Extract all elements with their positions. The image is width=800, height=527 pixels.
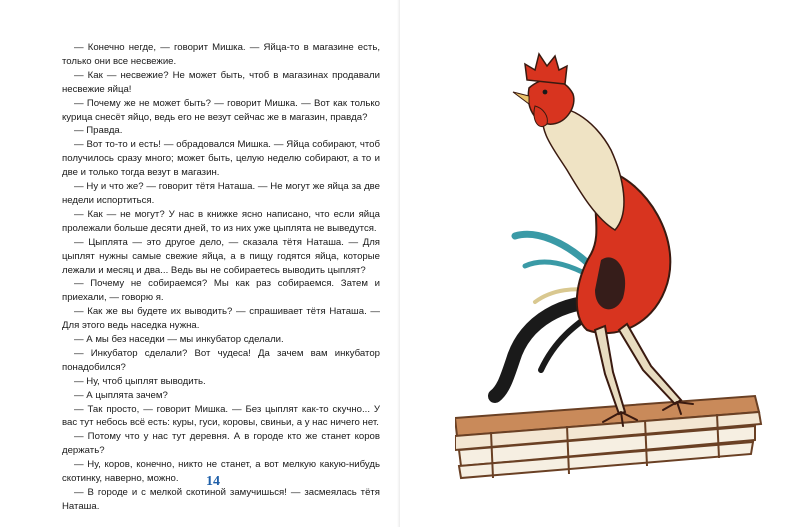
paragraph: — А мы без наседки — мы инкубатор сделали. xyxy=(74,334,284,346)
page-number: 14 xyxy=(206,474,220,489)
paragraph: — Ну, чтоб цыплят выводить. xyxy=(74,375,206,387)
paragraph: — В городе и с мелкой скотиной замучишься! — засмеялась тётя Наташа. xyxy=(62,487,380,512)
rooster-legs xyxy=(595,324,681,414)
paragraph: — Так просто, — говорит Мишка. — Без цыплят как-то скучно... У вас тут небось всё есть: куры, гуси, коровы, свиньи, а у нас ничего нет. xyxy=(62,403,380,429)
paragraph: — Цыплята — это другое дело, — сказала тётя Наташа. — Для цыплят нужны самые свежие яйца, а в пищу годятся яйца, которые лежали и месяц и два... Ведь вы не собираетесь выводить цыплят? xyxy=(62,236,380,276)
rooster-neck xyxy=(542,107,624,230)
paragraph: — Потому что у нас тут деревня. А в городе кто же станет коров держать? xyxy=(62,431,380,457)
paragraph: — Правда. xyxy=(74,125,123,137)
paragraph: — А цыплята зачем? xyxy=(74,389,168,401)
paragraph: — Ну, коров, конечно, никто не станет, а вот мелкую какую-нибудь скотинку, наверно, можно. xyxy=(62,459,380,485)
fence xyxy=(455,396,761,478)
paragraph: — Ну и что же? — говорит тётя Наташа. — Не могут же яйца за две недели испортиться. xyxy=(62,181,380,206)
paragraph: — Как — несвежие? Не может быть, чтоб в магазинах продавали несвежие яйца! xyxy=(62,69,380,95)
rooster-beak xyxy=(513,92,529,104)
paragraph: — Инкубатор сделали? Вот чудеса! Да зачем вам инкубатор понадобился? xyxy=(62,347,380,373)
rooster-illustration xyxy=(455,40,775,480)
paragraph: — Почему же не может быть? — говорит Мишка. — Вот как только курица снесёт яйцо, ведь его не везут сейчас же в магазин, правда? xyxy=(62,97,380,123)
paragraph: — Как — не могут? У нас в книжке ясно написано, что если яйца пролежали больше десяти дней, то из них уже цыплята не выведутся. xyxy=(62,208,380,234)
paragraph: — Конечно негде, — говорит Мишка. — Яйца-то в магазине есть, только они все несвежие. xyxy=(62,42,380,67)
story-text xyxy=(62,41,380,514)
rooster-comb xyxy=(525,54,567,84)
paragraph: — Как же вы будете их выводить? — спрашивает тётя Наташа. — Для этого ведь наседка нужна. xyxy=(62,306,380,332)
paragraph: — Почему не собираемся? Мы как раз собираемся. Затем и приехали, — говорю я. xyxy=(62,278,380,304)
paragraph: — Вот то-то и есть! — обрадовался Мишка. — Яйца собирают, чтоб получилось сразу много; может быть, целую неделю собирают, а то и две и только тогда везут в магазин. xyxy=(62,139,380,179)
